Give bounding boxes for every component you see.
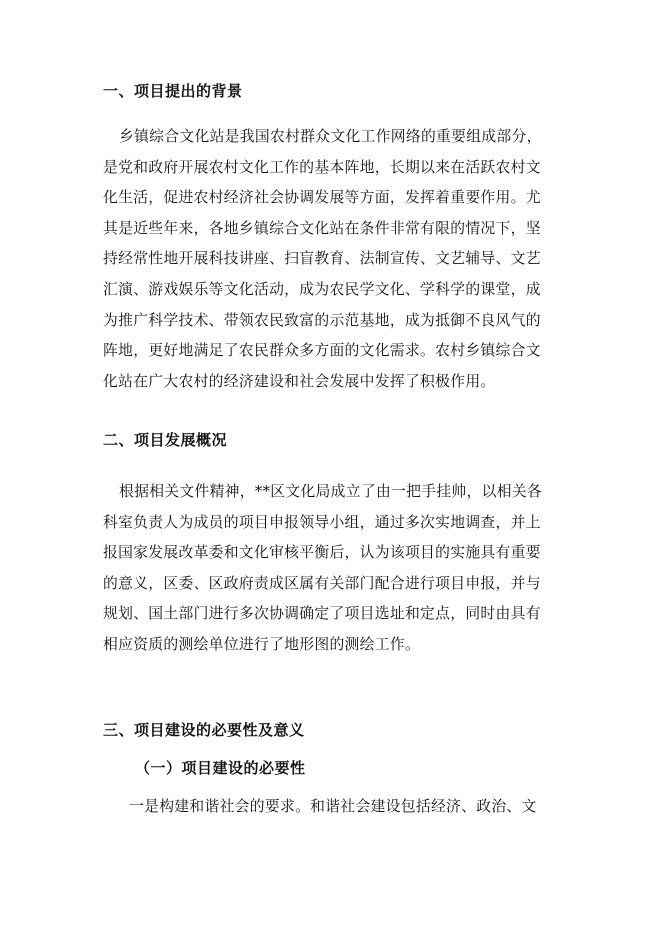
paragraph-line: 科室负责人为成员的项目申报领导小组，通过多次实地调查，并上: [103, 513, 541, 531]
paragraph-line: 是党和政府开展农村文化工作的基本阵地，长期以来在活跃农村文: [103, 158, 541, 176]
paragraph-overview: [103, 477, 563, 661]
section-heading-overview: 二、项目发展概况: [103, 431, 228, 449]
section-heading-necessity: 三、项目建设的必要性及意义: [103, 721, 305, 739]
paragraph-background: [103, 122, 563, 397]
section-heading-background: 一、项目提出的背景: [103, 82, 243, 100]
paragraph-line: 化生活，促进农村经济社会协调发展等方面，发挥着重要作用。尤: [103, 189, 541, 207]
paragraph-line: 汇演、游戏娱乐等文化活动，成为农民学文化、学科学的课堂，成: [103, 280, 541, 298]
paragraph-line: 持经常性地开展科技讲座、扫盲教育、法制宣传、文艺辅导、文艺: [103, 250, 541, 268]
paragraph-necessity: [103, 792, 563, 823]
subsection-heading-necessity: （一）项目建设的必要性: [135, 759, 306, 777]
paragraph-line: 根据相关文件精神，**区文化局成立了由一把手挂帅，以相关各: [119, 483, 543, 500]
paragraph-line: 乡镇综合文化站是我国农村群众文化工作网络的重要组成部分，: [119, 128, 542, 145]
paragraph-line: 规划、国土部门进行多次协调确定了项目选址和定点，同时由具有: [103, 605, 541, 623]
paragraph-line: 化站在广大农村的经济建设和社会发展中发挥了积极作用。: [103, 372, 496, 390]
paragraph-line: 相应资质的测绘单位进行了地形图的测绘工作。: [103, 635, 421, 653]
paragraph-line: 报国家发展改革委和文化审核平衡后，认为该项目的实施具有重要: [103, 544, 541, 562]
paragraph-line: 一是构建和谐社会的要求。和谐社会建设包括经济、政治、文: [129, 798, 537, 815]
paragraph-line: 为推广科学技术、带领农民致富的示范基地，成为抵御不良风气的: [103, 311, 541, 329]
paragraph-line: 阵地，更好地满足了农民群众多方面的文化需求。农村乡镇综合文: [103, 342, 541, 360]
paragraph-line: 的意义，区委、区政府责成区属有关部门配合进行项目申报，并与: [103, 574, 541, 592]
paragraph-line: 其是近些年来，各地乡镇综合文化站在条件非常有限的情况下，坚: [103, 219, 541, 237]
